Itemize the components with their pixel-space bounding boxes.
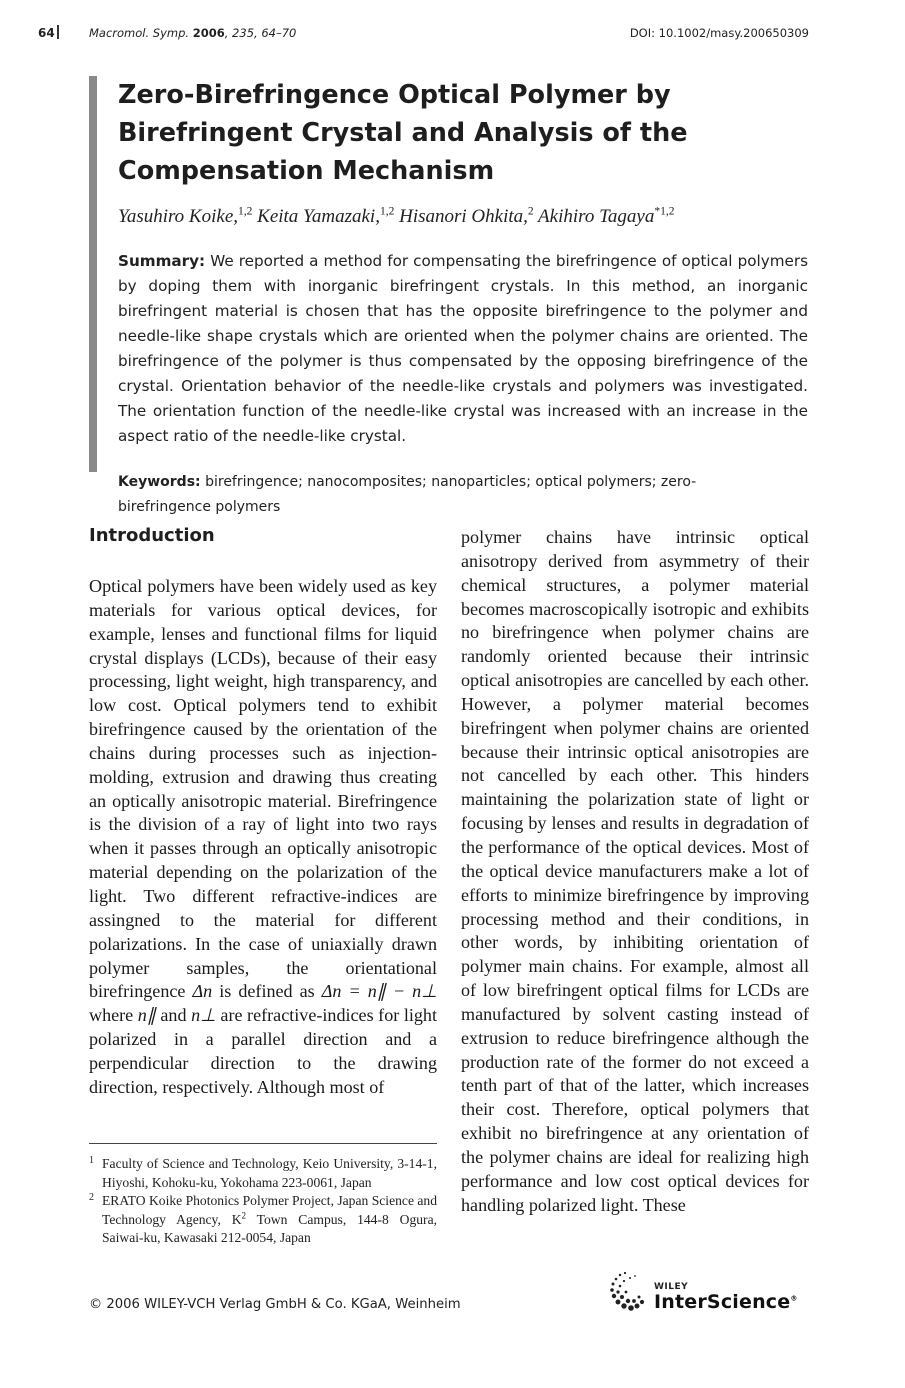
summary-text: We reported a method for compensating the birefringence of optical polymers by doping them with inorganic birefringent crystals. In this method, an inorganic birefringent material is chosen that has the opposite birefringence to the polymer and needle-like shape crystals which are oriented when the polymer chains are oriented. The birefringence of the polymer is thus compensated by the opposing birefringence of the crystal. Orientation behavior of the needle-like crystals and polymers was investigated. The orientation function of the needle-like crystal was increased with an increase in the aspect ratio of the needle-like crystal.	[118, 252, 809, 445]
logo-wordmark: InterScience	[654, 1291, 791, 1313]
author-affiliation: 1,2	[238, 205, 253, 218]
body-text: is defined as	[212, 981, 322, 1002]
logo-wiley-text: WILEY	[654, 1282, 689, 1292]
keywords-text: birefringence; nanocomposites; nanoparticles; optical polymers; zero-birefringence polymers	[118, 474, 697, 515]
summary-label: Summary:	[118, 252, 206, 270]
article-title: Zero-Birefringence Optical Polymer by Birefringent Crystal and Analysis of the Compensation Mechanism	[118, 80, 688, 186]
author-name: Akihiro Tagaya	[538, 206, 655, 227]
math-formula: Δn = n∥ − n⊥	[321, 981, 437, 1002]
author-name: Keita Yamazaki,	[257, 206, 380, 227]
body-text: Optical polymers have been widely used as key materials for various optical devices, for example, lenses and functional films for liquid crystal displays (LCDs), because of their easy processing, light weight, high transparency, and low cost. Optical polymers tend to exhibit birefringence caused by the orientation of the chains during processes such as injection-molding, extrusion and drawing thus creating an optically anisotropic material. Birefringence is the division of a ray of light into two rays when it passes through an optically anisotropic material depending on the polarization of the light. Two different refractive-indices are assingned to the material for different polarizations. In the case of uniaxially drawn polymer samples, the orientational birefringence	[89, 576, 437, 1002]
logo-interscience-text	[654, 1291, 798, 1313]
footnote-rule	[89, 1143, 437, 1144]
copyright-notice: © 2006 WILEY-VCH Verlag GmbH & Co. KGaA, Weinheim	[89, 1297, 461, 1312]
author-list	[118, 205, 811, 229]
math-n-perpendicular: n⊥	[191, 1005, 216, 1026]
author-name: Yasuhiro Koike,	[118, 206, 239, 227]
body-column-right	[461, 526, 809, 1217]
journal-volume-pages: , 235, 64–70	[224, 26, 297, 40]
abstract-block	[89, 76, 811, 515]
page-number: 64	[38, 26, 55, 40]
footnote-text: ERATO Koike Photonics Polymer Project, Japan Science and Technology Agency, K	[102, 1193, 438, 1227]
body-text: are refractive-indices for light polarized in a parallel direction and a perpendicular direction to the drawing direction, respectively. Although most of	[89, 1005, 437, 1097]
interscience-swirl-icon	[606, 1266, 656, 1316]
doi: DOI: 10.1002/masy.200650309	[629, 26, 809, 40]
footnote	[89, 1155, 437, 1192]
footnote-text: Faculty of Science and Technology, Keio University, 3-14-1, Hiyoshi, Kohoku-ku, Yokohama 223-0061, Japan	[102, 1156, 437, 1190]
body-paragraph	[89, 575, 437, 1100]
body-column-left	[89, 575, 437, 1100]
footnote-text: Town Campus, 144-8 Ogura, Saiwai-ku, Kawasaki 212-0054, Japan	[102, 1211, 438, 1245]
body-text: where	[89, 1005, 138, 1026]
page-number-divider	[57, 25, 59, 39]
footnote-number: 1	[89, 1155, 94, 1166]
math-n-parallel: n∥	[137, 1005, 156, 1026]
author-affiliation: 1,2	[379, 205, 395, 218]
keywords-label: Keywords:	[118, 474, 201, 490]
footnote-number: 2	[89, 1192, 94, 1203]
journal-name: Macromol. Symp.	[89, 26, 190, 40]
keywords	[118, 470, 738, 519]
author-name: Hisanori Ohkita,	[399, 206, 528, 227]
body-paragraph: polymer chains have intrinsic optical anisotropy derived from asymmetry of their chemical structures, a polymer material becomes macroscopically isotropic and exhibits no birefringence when polymer chains are randomly oriented because their intrinsic optical anisotropies are cancelled by each other. However, a polymer material becomes birefringent when polymer chains are oriented because their intrinsic optical anisotropies are not cancelled by each other. This hinders maintaining the polarization state of light or focusing by lenses and results in degradation of the performance of the optical devices. Most of the optical device manufacturers make a lot of efforts to minimize birefringence by improving processing method and their conditions, in other words, by inhibiting orientation of polymer main chains. For example, almost all of low birefringent optical films for LCDs are manufactured by solvent casting instead of extrusion to reduce birefringence although the production rate of the former do not exceed a tenth part of that of the latter, which increases their cost. Therefore, optical polymers that exhibit no birefringence at any orientation of the polymer chains are ideal for realizing high performance and low cost optical devices for handling polarized light. These	[461, 527, 809, 1215]
journal-year: 2006	[192, 26, 225, 40]
footnotes	[89, 1155, 437, 1248]
math-delta-n: Δn	[192, 981, 213, 1002]
running-header	[0, 24, 905, 44]
section-heading-introduction: Introduction	[89, 525, 215, 546]
author-affiliation: *1,2	[654, 205, 675, 218]
body-text: and	[155, 1005, 192, 1026]
footnote-superscript: 2	[241, 1209, 247, 1220]
summary	[118, 249, 808, 449]
interscience-logo	[606, 1266, 816, 1316]
footnote	[89, 1192, 437, 1248]
logo-registered-mark: ®	[790, 1294, 798, 1303]
author-affiliation: 2	[527, 205, 534, 218]
journal-citation	[89, 26, 296, 40]
